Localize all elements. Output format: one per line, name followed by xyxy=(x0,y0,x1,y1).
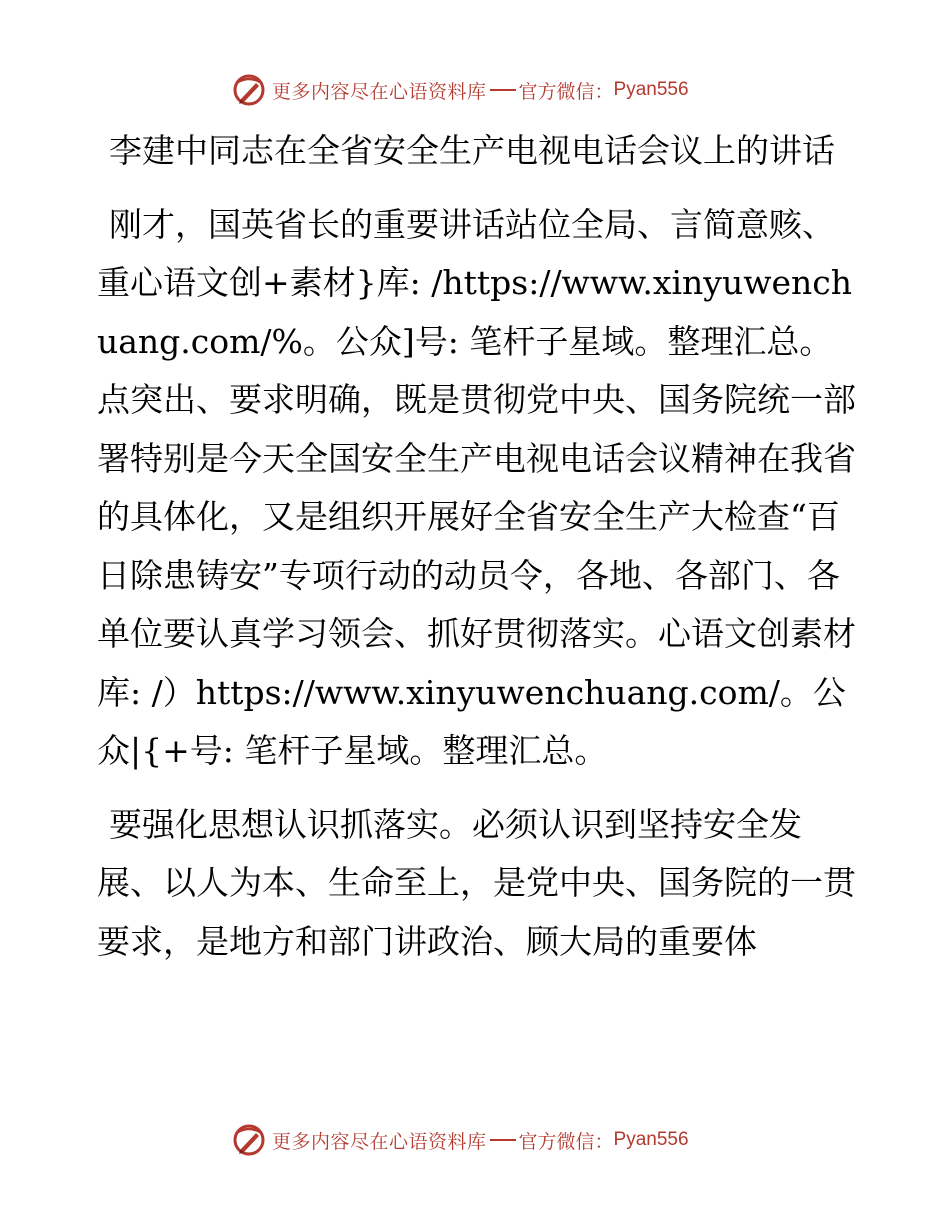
banner-dash xyxy=(490,89,516,91)
pen-logo-icon xyxy=(232,73,266,107)
banner-wechat-id: Pyan556 xyxy=(613,79,689,100)
document-title: 李建中同志在全省安全生产电视电话会议上的讲话 xyxy=(109,131,835,170)
banner-text: 更多内容尽在心语资料库 xyxy=(272,1130,487,1153)
paragraph-2: 要强化思想认识抓落实。必须认识到坚持安全发展、以人为本、生命至上，是党中央、国务院的一贯要求，是地方和部门讲政治、顾大局的重要体 xyxy=(97,804,856,961)
footer-banner xyxy=(232,1122,689,1158)
banner-text: 更多内容尽在心语资料库 xyxy=(272,80,487,103)
banner-label: 官方微信： xyxy=(518,1130,614,1153)
header-banner xyxy=(232,72,689,108)
banner-dash xyxy=(490,1139,516,1141)
document-body xyxy=(97,122,857,971)
banner-wechat-id: Pyan556 xyxy=(613,1129,689,1150)
pen-logo-icon xyxy=(232,1123,266,1157)
banner-label: 官方微信： xyxy=(518,80,614,103)
paragraph-1: 刚才，国英省长的重要讲话站位全局、言简意赅、重心语文创+素材}库: /https://www.xinyuwenchuang.com/%。公众]号: 笔杆子星域。整理汇总。点突出、要求明确，既是贯彻党中央、国务院统一部署特别是今天全国安全生产电视电话会议精神在我省的具体化，又是组织开展好全省安全生产大检查“百日除患铸安”专项行动的动员令，各地、各部门、各单位要认真学习领会、抓好贯彻落实。心语文创素材库: /）https://www.xinyuwenchuang.com/。公众|{+号: 笔杆子星域。整理汇总。 xyxy=(97,204,856,770)
